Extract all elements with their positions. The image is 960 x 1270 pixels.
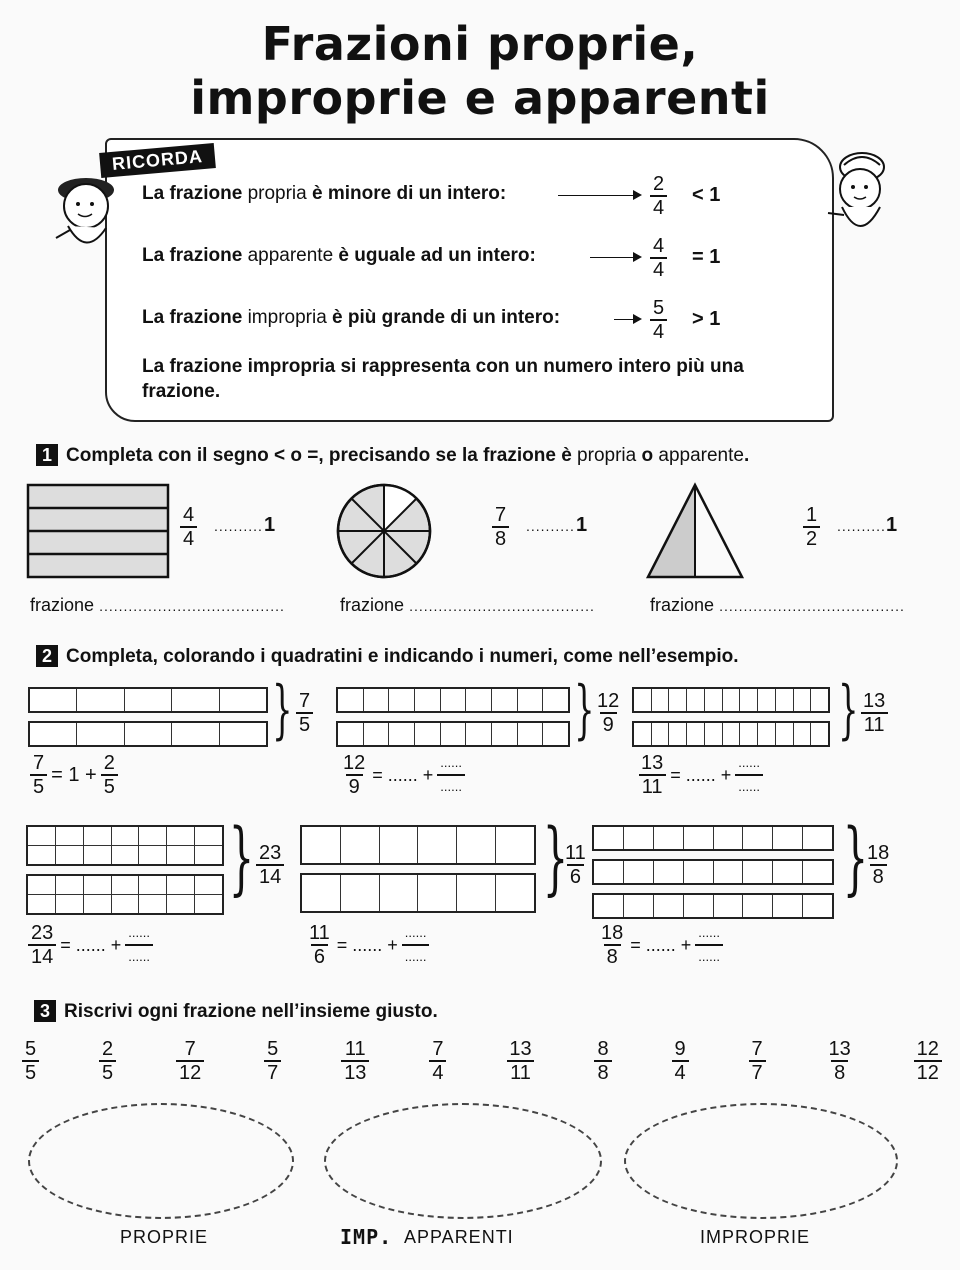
fraction-propria: $\frac{2}{4}$ [650,173,667,219]
arrow-apparente [590,257,640,258]
set-improprie-oval[interactable] [624,1103,898,1219]
ex2-fraction-18-8: $\frac{18}{8}$ [867,842,890,888]
brace: } [542,811,569,904]
ricorda-box [105,138,834,422]
rule-apparente: La frazione apparente è uguale ad un intero: [142,245,536,266]
grid-block [26,825,224,866]
set-proprie-label: PROPRIE [120,1227,209,1247]
ex3-fraction: $\frac{5}{7}$ [264,1038,281,1084]
ex2-fraction-12-9: $\frac{12}{9}$ [597,690,620,736]
child-right-illustration [822,145,897,255]
rule-impropria: La frazione impropria è più grande di un intero: [142,307,561,328]
compare-propria: < 1 [692,184,721,206]
exercise-1-instruction: 1 Completa con il segno < o =, precisando se la frazione è propria o apparente. [36,444,749,467]
note-line2: frazione. [142,381,221,402]
frazione-label-2: frazione ...................................... [340,595,595,615]
exercise-3-instruction: 3 Riscrivi ogni frazione nell’insieme giusto. [34,1000,438,1023]
bar-row [28,687,268,713]
ex3-fraction: $\frac{12}{12}$ [914,1038,942,1084]
exercise-2-instruction: 2 Completa, colorando i quadratini e indicando i numeri, come nell’esempio. [36,645,739,668]
ex2-fraction-7-5: $\frac{7}{5}$ [296,690,313,736]
bar-row [632,721,830,747]
ex1-blank-3[interactable]: .......... [837,518,886,534]
arrow-propria [558,195,640,196]
set-apparenti-handwritten-note: IMP. [340,1225,393,1249]
set-improprie-label: IMPROPRIE [700,1227,811,1247]
ex3-fraction: $\frac{9}{4}$ [672,1038,689,1084]
set-apparenti-label: APPARENTI [404,1227,514,1247]
ex1-one-2: 1 [576,514,588,536]
bar-row [336,721,570,747]
ex1-blank-1[interactable]: .......... [214,518,263,534]
page-title-line1: Frazioni proprie, [261,17,699,71]
ricorda-tag: RICORDA [99,143,216,178]
frazione-blank-2[interactable]: ...................................... [409,598,595,614]
page-title-line2: improprie e apparenti [190,71,770,125]
ex3-fraction: $\frac{8}{8}$ [594,1038,611,1084]
ex2-equation-13-11[interactable]: $\frac{13}{11}$ = ...... + $\frac{......}{......}$ [638,752,763,798]
brace: } [574,673,595,747]
ex2-equation-11-6[interactable]: $\frac{11}{6}$ = ...... + $\frac{......}{......}$ [306,922,429,968]
ex3-fraction: $\frac{13}{11}$ [506,1038,534,1084]
ex1-fraction-1: $\frac{4}{4}$ [180,504,197,550]
ex2-equation-12-9[interactable]: $\frac{12}{9}$ = ...... + $\frac{......}{......}$ [340,752,465,798]
ex1-fraction-3: $\frac{1}{2}$ [803,504,820,550]
bar-row [592,893,834,919]
compare-apparente: = 1 [692,246,721,268]
bar-row [300,873,536,913]
exercise-3-number: 3 [34,1000,56,1022]
bar-row [592,859,834,885]
set-proprie-oval[interactable] [28,1103,294,1219]
brace: } [272,673,293,747]
circle-shape [334,481,434,581]
ex1-one-3: 1 [886,514,898,536]
child-left-illustration [48,168,118,263]
frazione-blank-3[interactable]: ...................................... [719,598,905,614]
compare-impropria: > 1 [692,308,721,330]
ex2-fraction-23-14: $\frac{23}{14}$ [256,842,284,888]
fraction-apparente: $\frac{4}{4}$ [650,235,667,281]
exercise-2-number: 2 [36,645,58,667]
ex2-fraction-13-11: $\frac{13}{11}$ [860,690,888,736]
ex2-equation-7-5: $\frac{7}{5}$ = 1 + $\frac{2}{5}$ [30,752,118,798]
ex3-fraction: $\frac{7}{4}$ [429,1038,446,1084]
arrow-impropria [614,319,640,320]
grid-block [26,874,224,915]
ex2-grid-23-14 [26,825,224,915]
rectangle-shape [26,483,171,580]
ex2-grid-7-5 [28,687,268,747]
ex2-grid-11-6 [300,825,536,913]
ex3-fraction: $\frac{7}{12}$ [176,1038,204,1084]
ex3-fraction: $\frac{13}{8}$ [828,1038,851,1084]
note-line1: La frazione impropria si rappresenta con un numero intero più una [142,356,744,377]
triangle-shape [644,481,746,581]
set-apparenti-oval[interactable] [324,1103,602,1219]
bar-row [592,825,834,851]
ex3-fraction: $\frac{7}{7}$ [749,1038,766,1084]
frazione-label-3: frazione ...................................... [650,595,905,615]
ex1-one-1: 1 [264,514,276,536]
ex3-fraction: $\frac{11}{13}$ [341,1038,369,1084]
ex2-grid-12-9 [336,687,570,747]
brace: } [228,811,255,904]
bar-row [300,825,536,865]
frazione-blank-1[interactable]: ...................................... [99,598,285,614]
ex1-blank-2[interactable]: .......... [526,518,575,534]
ex2-fraction-11-6: $\frac{11}{6}$ [565,842,586,888]
bar-row [28,721,268,747]
bar-row [632,687,830,713]
fraction-impropria: $\frac{5}{4}$ [650,297,667,343]
exercise-1-number: 1 [36,444,58,466]
ex2-grid-13-11 [632,687,830,747]
brace: } [838,673,859,747]
ex1-fraction-2: $\frac{7}{8}$ [492,504,509,550]
frazione-label-1: frazione ...................................... [30,595,285,615]
ex2-equation-23-14[interactable]: $\frac{23}{14}$ = ...... + $\frac{......}{......}$ [28,922,153,968]
ex3-fraction: $\frac{2}{5}$ [99,1038,116,1084]
ex3-fraction-list [22,1038,942,1084]
brace: } [842,811,869,904]
rule-propria: La frazione propria è minore di un intero: [142,183,507,204]
ex3-fraction: $\frac{5}{5}$ [22,1038,39,1084]
ex2-grid-18-8 [592,825,834,919]
ex2-equation-18-8[interactable]: $\frac{18}{8}$ = ...... + $\frac{......}{......}$ [598,922,723,968]
bar-row [336,687,570,713]
